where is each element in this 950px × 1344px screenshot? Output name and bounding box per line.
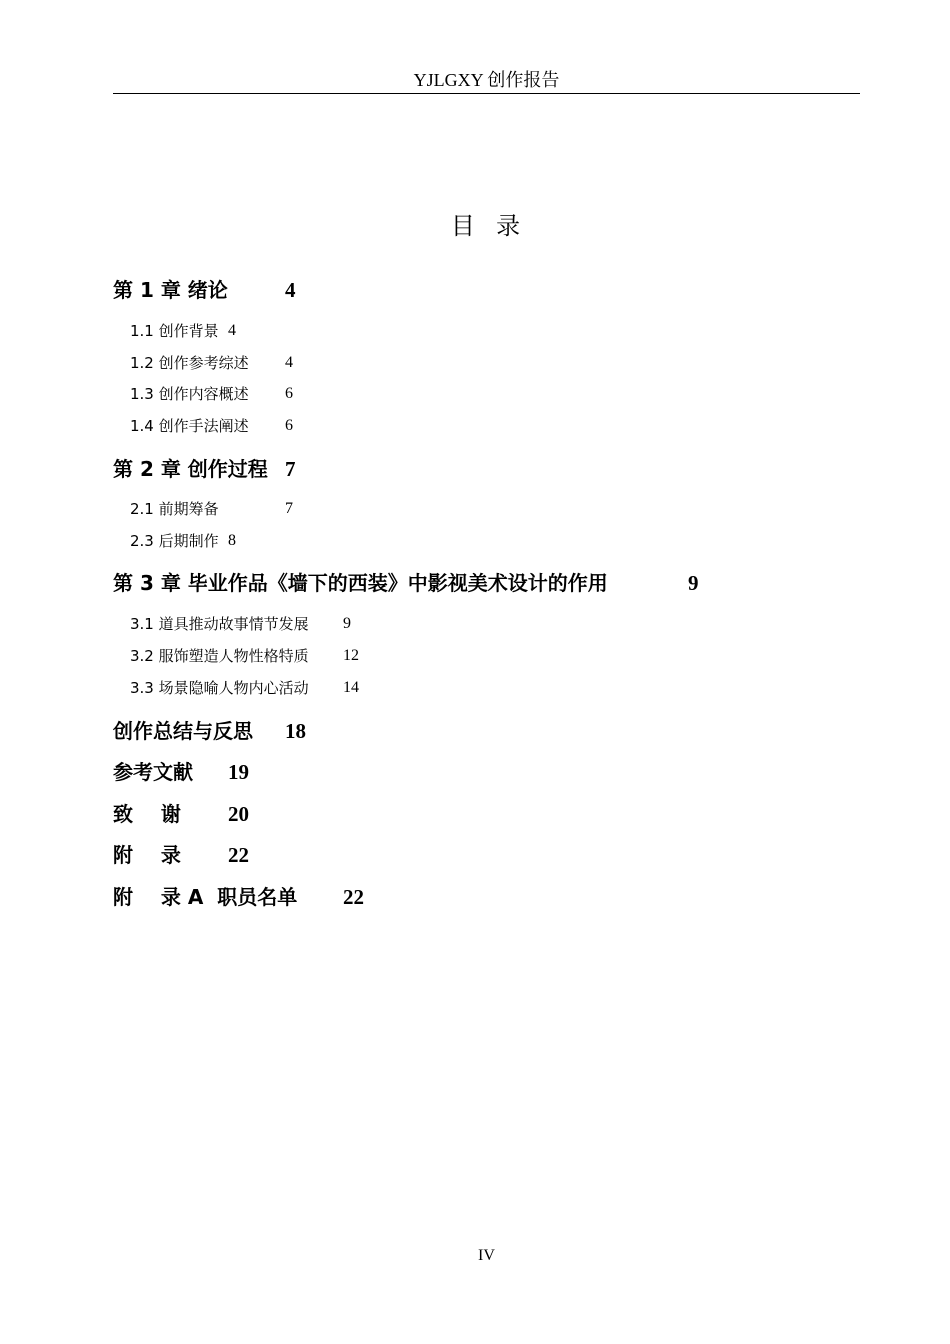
- toc-page-chapter-1: 4: [285, 278, 296, 302]
- toc-page-1-2: 4: [285, 354, 293, 371]
- toc-page-references: 19: [228, 760, 249, 784]
- toc-entry-2-1[interactable]: 2.1 前期筹备: [130, 500, 219, 518]
- header-divider: [113, 93, 860, 94]
- toc-page-2-1: 7: [285, 500, 293, 517]
- toc-page-1-3: 6: [285, 385, 293, 402]
- toc-page-3-3: 14: [343, 679, 359, 696]
- toc-entry-appendix-a[interactable]: 附 录 A 职员名单: [113, 885, 298, 909]
- toc-entry-1-2[interactable]: 1.2 创作参考综述: [130, 354, 249, 372]
- toc-entry-summary[interactable]: 创作总结与反思: [113, 719, 253, 743]
- toc-title: 目 录: [450, 212, 523, 240]
- toc-entry-chapter-2[interactable]: 第 2 章 创作过程: [113, 457, 268, 481]
- toc-page-1-1: 4: [228, 322, 236, 339]
- toc-page-chapter-3: 9: [688, 571, 699, 595]
- toc-entry-1-4[interactable]: 1.4 创作手法阐述: [130, 417, 249, 435]
- toc-page-1-4: 6: [285, 417, 293, 434]
- toc-entry-chapter-1[interactable]: 第 1 章 绪论: [113, 278, 228, 302]
- toc-page-2-3: 8: [228, 532, 236, 549]
- toc-entry-1-1[interactable]: 1.1 创作背景: [130, 322, 219, 340]
- toc-entry-1-3[interactable]: 1.3 创作内容概述: [130, 385, 249, 403]
- page-header: YJLGXY 创作报告: [413, 70, 560, 90]
- toc-entry-3-2[interactable]: 3.2 服饰塑造人物性格特质: [130, 647, 309, 665]
- toc-page-summary: 18: [285, 719, 306, 743]
- toc-entry-references[interactable]: 参考文献: [113, 760, 193, 784]
- toc-page-appendix: 22: [228, 843, 249, 867]
- toc-page-3-2: 12: [343, 647, 359, 664]
- toc-entry-chapter-3[interactable]: 第 3 章 毕业作品《墙下的西装》中影视美术设计的作用: [113, 571, 608, 595]
- toc-entry-3-1[interactable]: 3.1 道具推动故事情节发展: [130, 615, 309, 633]
- toc-page-appendix-a: 22: [343, 885, 364, 909]
- toc-page-3-1: 9: [343, 615, 351, 632]
- page-number: IV: [478, 1247, 495, 1264]
- toc-entry-3-3[interactable]: 3.3 场景隐喻人物内心活动: [130, 679, 309, 697]
- toc-entry-appendix[interactable]: 附 录: [113, 843, 181, 867]
- toc-entry-2-3[interactable]: 2.3 后期制作: [130, 532, 219, 550]
- toc-page-acknowledgements: 20: [228, 802, 249, 826]
- toc-page-chapter-2: 7: [285, 457, 296, 481]
- toc-entry-acknowledgements[interactable]: 致 谢: [113, 802, 181, 826]
